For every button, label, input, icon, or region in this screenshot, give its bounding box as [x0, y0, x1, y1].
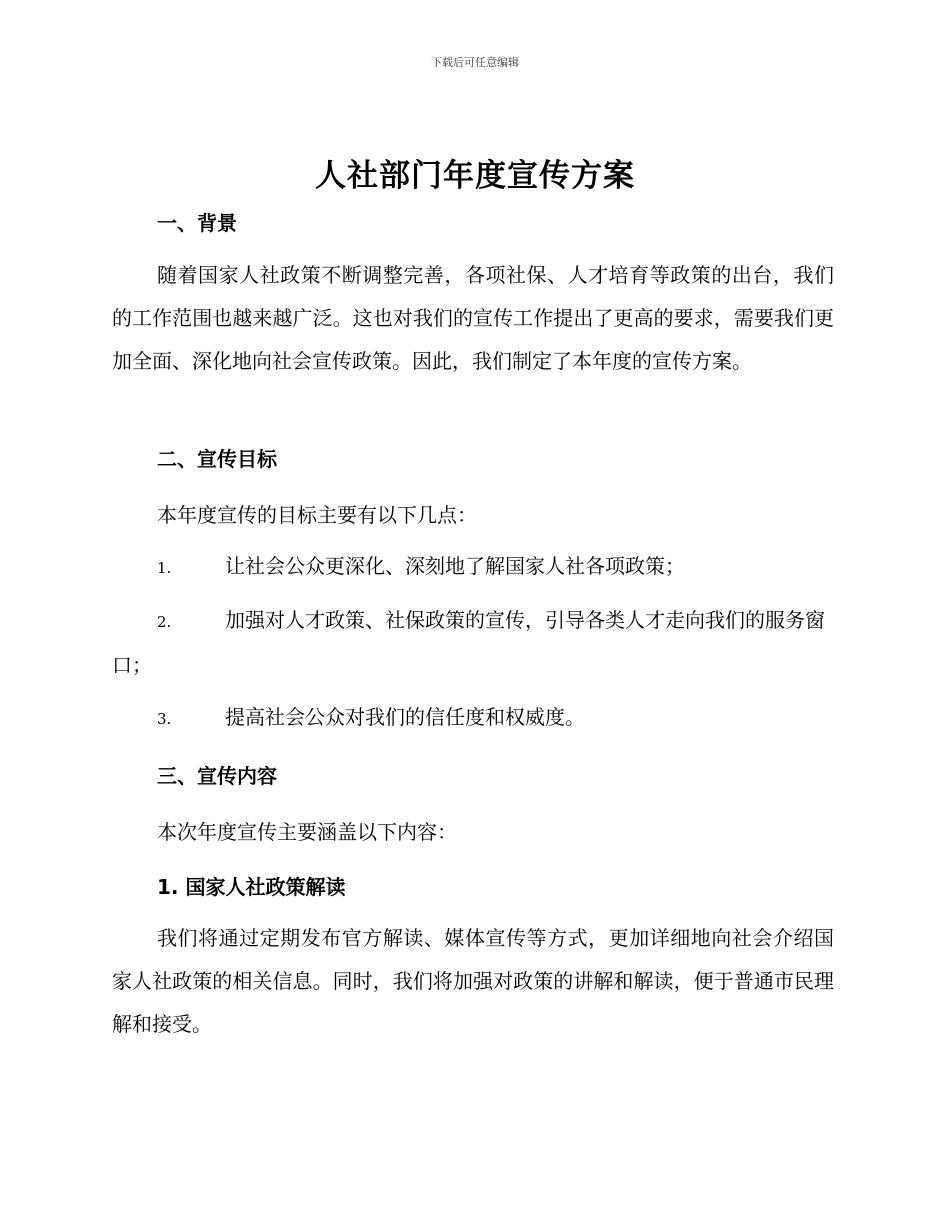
goal-item-3: [112, 696, 834, 741]
goals-intro: 本年度宣传的目标主要有以下几点：: [157, 503, 477, 527]
subsection-heading-policy-interpretation: 1. 国家人社政策解读: [157, 875, 346, 899]
content-intro: 本次年度宣传主要涵盖以下内容：: [157, 820, 457, 844]
background-paragraph: 随着国家人社政策不断调整完善，各项社保、人才培育等政策的出台，我们的工作范围也越来越广泛。这也对我们的宣传工作提出了更高的要求，需要我们更加全面、深化地向社会宣传政策。因此，我们制定了本年度的宣传方案。: [112, 263, 834, 373]
goal-item-number: 2.: [157, 613, 172, 631]
document-title: 人社部门年度宣传方案: [315, 158, 635, 194]
section-heading-content: 三、宣传内容: [157, 764, 277, 788]
page-header-note: 下载后可任意编辑: [431, 56, 519, 69]
policy-interpretation-paragraph: 我们将通过定期发布官方解读、媒体宣传等方式，更加详细地向社会介绍国家人社政策的相关信息。同时，我们将加强对政策的讲解和解读，便于普通市民理解和接受。: [112, 926, 834, 1036]
goal-item-text: 让社会公众更深化、深刻地了解国家人社各项政策；: [225, 554, 685, 578]
goal-item-2: [112, 599, 834, 687]
goal-item-1: [112, 545, 834, 590]
goal-item-text: 加强对人才政策、社保政策的宣传，引导各类人才走向我们的服务窗口；: [112, 608, 825, 677]
goal-item-text: 提高社会公众对我们的信任度和权威度。: [225, 705, 585, 729]
section-heading-background: 一、背景: [157, 211, 237, 235]
goal-item-number: 3.: [157, 710, 172, 728]
section-heading-goals: 二、宣传目标: [157, 447, 277, 471]
goal-item-number: 1.: [157, 559, 172, 577]
